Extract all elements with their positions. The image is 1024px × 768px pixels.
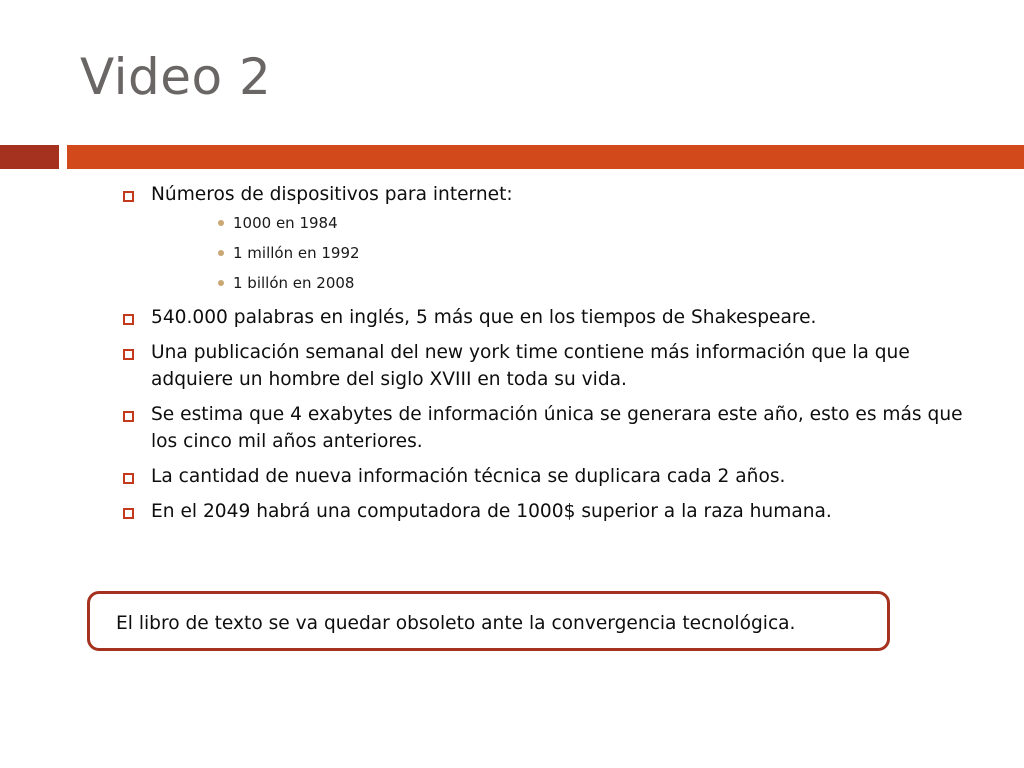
bullet-text: Números de dispositivos para internet:: [151, 184, 513, 205]
sub-bullet-item: [0, 208, 1024, 238]
bullet-item: [0, 181, 1024, 208]
bullet-item: [0, 463, 1024, 490]
callout-box: [87, 591, 890, 651]
bullet-item: [0, 339, 1024, 393]
bullet-item: [0, 401, 1024, 455]
bullet-text: La cantidad de nueva información técnica se duplicara cada 2 años.: [151, 466, 786, 487]
title-divider-dark-bar: [0, 145, 59, 169]
bullet-item: [0, 498, 1024, 525]
bullet-item: [0, 304, 1024, 331]
square-bullet-icon: [123, 191, 134, 202]
square-bullet-icon: [123, 473, 134, 484]
callout-text: El libro de texto se va quedar obsoleto ante la convergencia tecnológica.: [116, 613, 796, 634]
bullet-text: Una publicación semanal del new york time contiene más información que la que adquiere un hombre del siglo XVIII en toda su vida.: [151, 342, 910, 390]
sub-bullet-text: 1 millón en 1992: [233, 244, 360, 262]
bullet-text: En el 2049 habrá una computadora de 1000$ superior a la raza humana.: [151, 501, 832, 522]
title-divider-accent-bar: [67, 145, 1024, 169]
bullet-list: [0, 181, 1024, 525]
dot-bullet-icon: [218, 220, 224, 226]
slide-title: Video 2: [80, 48, 272, 106]
sub-bullet-item: [0, 238, 1024, 268]
sub-bullet-text: 1 billón en 2008: [233, 274, 355, 292]
sub-bullet-text: 1000 en 1984: [233, 214, 338, 232]
square-bullet-icon: [123, 508, 134, 519]
square-bullet-icon: [123, 349, 134, 360]
dot-bullet-icon: [218, 280, 224, 286]
bullet-text: Se estima que 4 exabytes de información única se generara este año, esto es más que los cinco mil años anteriores.: [151, 404, 963, 452]
square-bullet-icon: [123, 411, 134, 422]
square-bullet-icon: [123, 314, 134, 325]
dot-bullet-icon: [218, 250, 224, 256]
sub-bullet-item: [0, 268, 1024, 298]
bullet-text: 540.000 palabras en inglés, 5 más que en los tiempos de Shakespeare.: [151, 307, 817, 328]
